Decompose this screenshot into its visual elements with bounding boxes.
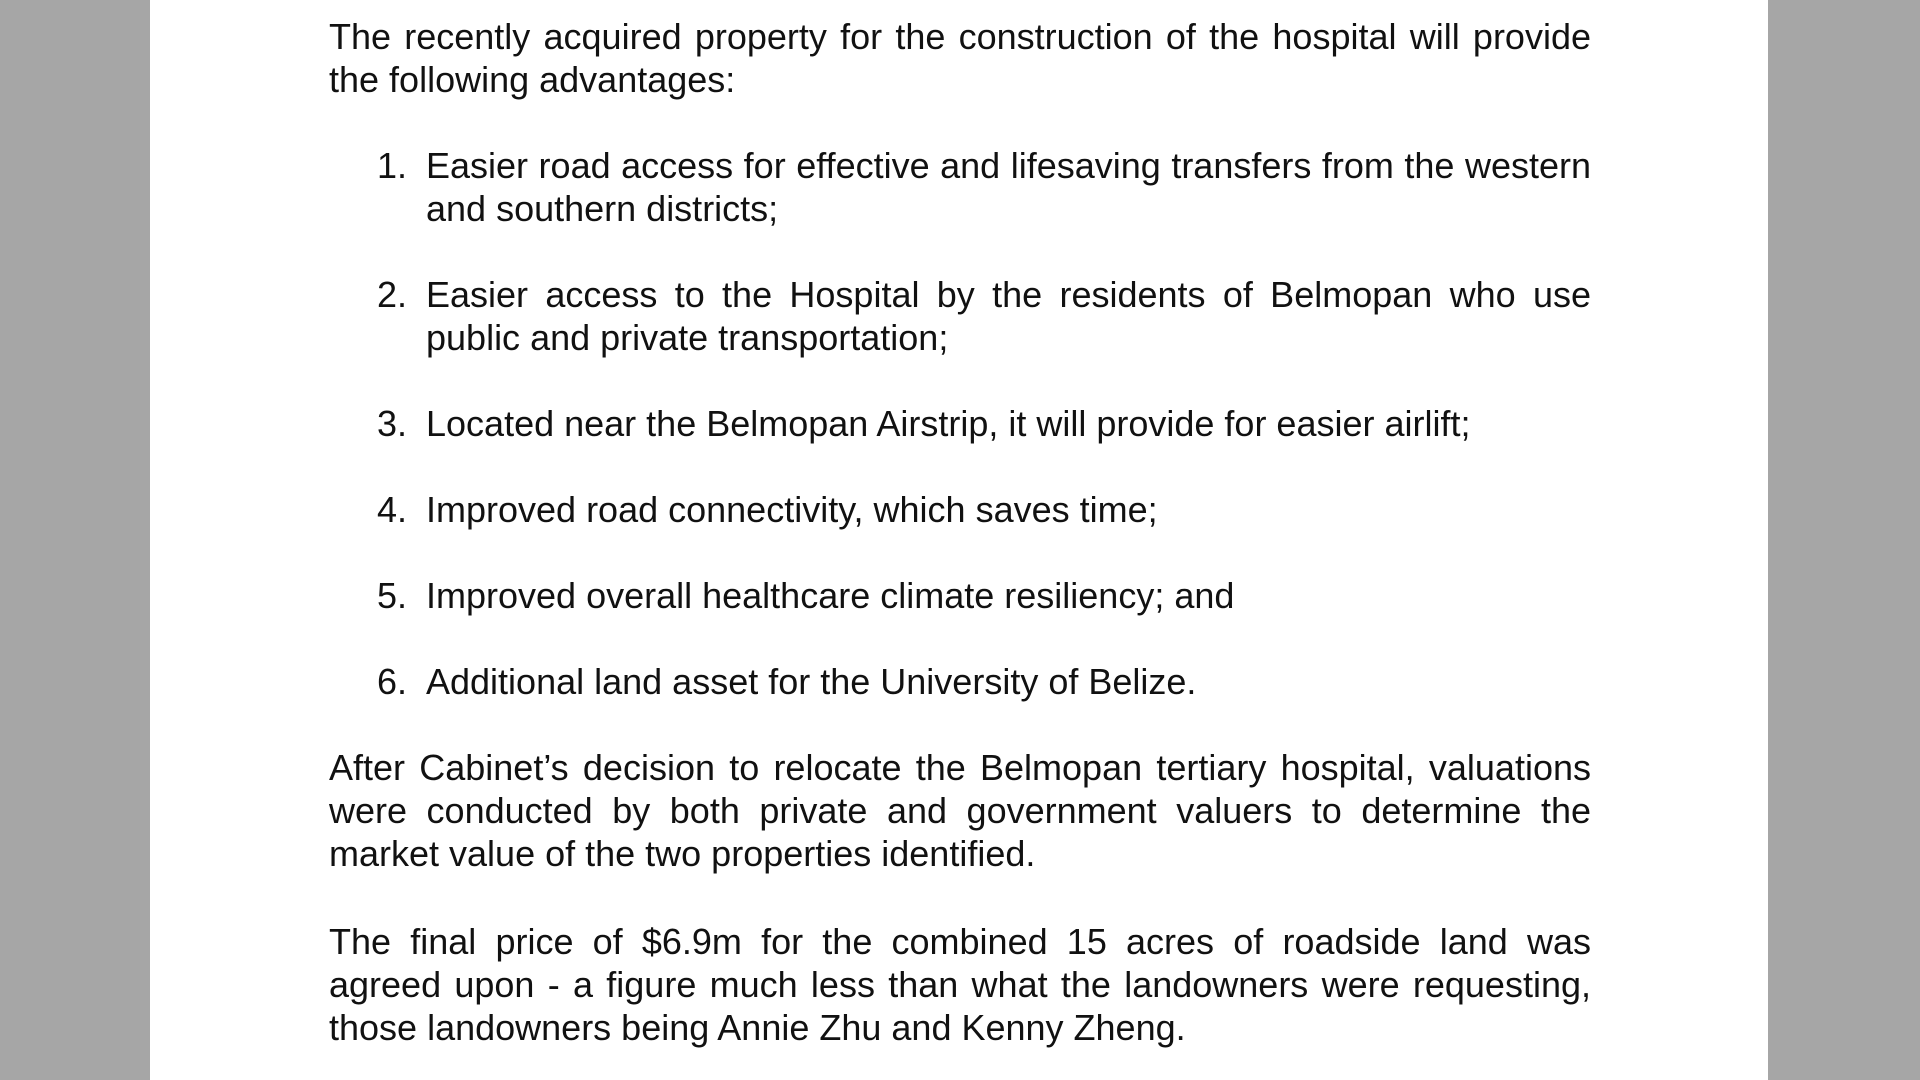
document-content: [329, 15, 1591, 1049]
advantages-list: [329, 144, 1591, 703]
price-paragraph: The final price of $6.9m for the combined 15 acres of roadside land was agreed upon - a figure much less than what the landowners were requesting, those landowners being Annie Zhu and Kenny Zheng.: [329, 921, 1591, 1048]
list-item-number: 4.: [377, 489, 408, 530]
list-item-text: Easier access to the Hospital by the residents of Belmopan who use public and private transportation;: [426, 274, 1591, 358]
intro-paragraph: The recently acquired property for the construction of the hospital will provide the following advantages:: [329, 16, 1591, 100]
list-item-number: 3.: [377, 403, 408, 444]
list-item-text: Easier road access for effective and lifesaving transfers from the western and southern districts;: [426, 145, 1591, 229]
list-item: [329, 488, 1591, 531]
list-item: [329, 144, 1591, 230]
list-item-number: 1.: [377, 145, 408, 186]
list-item-number: 6.: [377, 661, 408, 702]
valuations-paragraph: After Cabinet’s decision to relocate the Belmopan tertiary hospital, valuations were conducted by both private and government valuers to determine the market value of the two properties identified.: [329, 747, 1591, 874]
list-item-number: 2.: [377, 274, 408, 315]
list-item-text: Additional land asset for the University of Belize.: [426, 661, 1197, 702]
list-item-text: Located near the Belmopan Airstrip, it will provide for easier airlift;: [426, 403, 1471, 444]
list-item-text: Improved overall healthcare climate resiliency; and: [426, 575, 1235, 616]
list-item: [329, 660, 1591, 703]
document-page: [150, 0, 1768, 1080]
list-item-number: 5.: [377, 575, 408, 616]
list-item: [329, 402, 1591, 445]
list-item: [329, 574, 1591, 617]
list-item-text: Improved road connectivity, which saves time;: [426, 489, 1158, 530]
list-item: [329, 273, 1591, 359]
